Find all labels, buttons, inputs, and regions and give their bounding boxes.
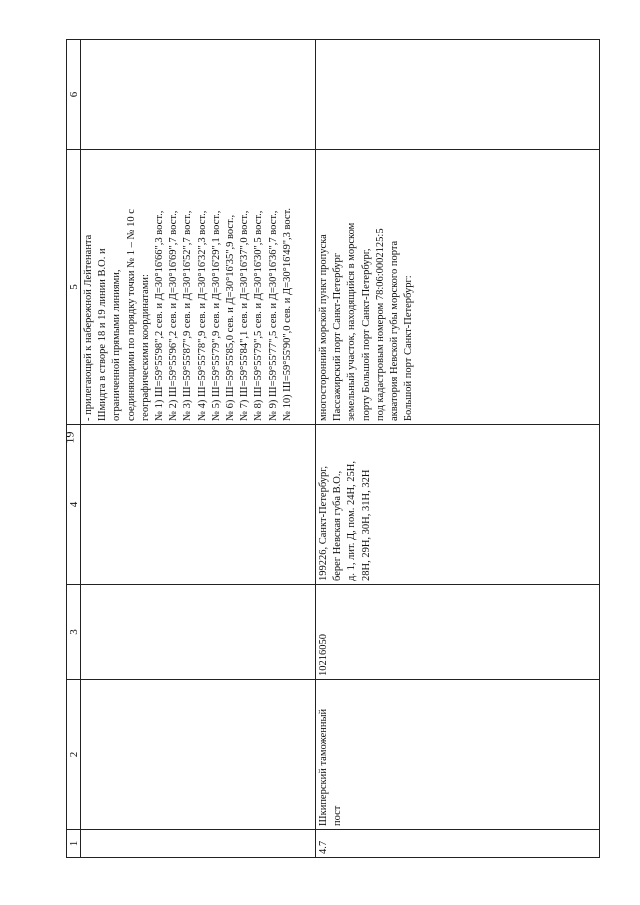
header-col-4: 4 — [67, 425, 81, 585]
description-line: ограниченной прямыми линиями, — [111, 269, 123, 421]
row2-address-cell — [316, 425, 600, 585]
row1-address-cell — [81, 425, 316, 585]
header-col-2: 2 — [67, 680, 81, 830]
address-line: 28Н, 29Н, 30Н, 31Н, 32Н — [360, 469, 372, 581]
page-number: 19 — [62, 431, 77, 444]
table-row — [81, 40, 316, 858]
coordinate-point-7: № 7) Ш=59°55'84",1 сев. и Д=30°16'37",0 вост., — [239, 210, 251, 421]
description-line: Шмидта в створе 18 и 19 линии В.О. и — [97, 248, 109, 421]
header-col-3: 3 — [67, 585, 81, 680]
row1-num-cell — [81, 830, 316, 858]
row2-extra-cell — [316, 40, 600, 150]
coordinate-point-4: № 4) Ш=59°55'78",9 сев. и Д=30°16'32",3 вост., — [196, 210, 208, 421]
address-line: 199226, Санкт-Петербург, — [318, 465, 329, 581]
table-header-row — [67, 40, 81, 858]
coordinate-point-3: № 3) Ш=59°55'87",9 сев. и Д=30°16'52",7 вост., — [182, 210, 194, 421]
row2-num-cell: 4.7 — [316, 830, 600, 858]
description-line: акватория Невской губы морского порта — [389, 240, 401, 421]
header-col-1: 1 — [67, 830, 81, 858]
coordinate-point-1: № 1) Ш=59°55'98",2 сев. и Д=30°16'66",3 вост., — [154, 210, 166, 421]
rotated-table-container — [66, 40, 600, 858]
coordinate-point-8: № 8) Ш=59°55'79",5 сев. и Д=30°16'30",5 вост., — [253, 210, 265, 421]
address-line: берег Невская губа В.О., — [332, 470, 344, 581]
description-line: порту Большой порт Санкт-Петербург, — [360, 248, 372, 421]
description-line: географическими координатами: — [139, 274, 151, 421]
header-col-5: 5 — [67, 150, 81, 425]
coordinate-point-2: № 2) Ш=59°55'96",2 сев. и Д=30°16'69",7 вост., — [168, 210, 180, 421]
row1-name-cell — [81, 680, 316, 830]
coordinate-point-6: № 6) Ш=59°55'85,0 сев. и Д=30°16'35",9 вост., — [225, 214, 237, 421]
row2-code-cell: 10216050 — [316, 585, 600, 680]
description-line: соединяющими по порядку точки № 1 – № 10 с — [125, 209, 137, 421]
table-row — [316, 40, 600, 858]
address-line: д. 1, лит. Д, пом. 24Н, 25Н, — [346, 460, 358, 581]
header-col-6: 6 — [67, 40, 81, 150]
row1-description-cell — [81, 150, 316, 425]
post-name-line: пост — [332, 805, 344, 826]
coordinate-point-5: № 5) Ш=59°55'79",9 сев. и Д=30°16'29",1 вост., — [210, 210, 222, 421]
customs-table — [66, 39, 600, 858]
coordinate-point-10: № 10) Ш=59°55'90",0 сев. и Д=30°16'49",3 вост. — [281, 208, 293, 421]
description-line: земельный участок, находящийся в морском — [346, 222, 358, 421]
row1-extra-cell — [81, 40, 316, 150]
post-name-line: Шкиперский таможенный — [318, 708, 329, 826]
description-line: под кадастровым номером 78:06:0002125:5 — [374, 228, 386, 421]
row2-name-cell — [316, 680, 600, 830]
description-line: Пассажирский порт Санкт-Петербург — [332, 252, 344, 421]
description-line: многосторонний морской пункт пропуска — [318, 234, 329, 421]
description-line: Большой порт Санкт-Петербург: — [403, 275, 415, 421]
description-line: - прилегающей к набережной Лейтенанта — [83, 234, 94, 421]
coordinate-point-9: № 9) Ш=59°55'77",5 сев. и Д=30°16'36",7 вост., — [267, 210, 279, 421]
row2-description-cell — [316, 150, 600, 425]
row1-code-cell — [81, 585, 316, 680]
